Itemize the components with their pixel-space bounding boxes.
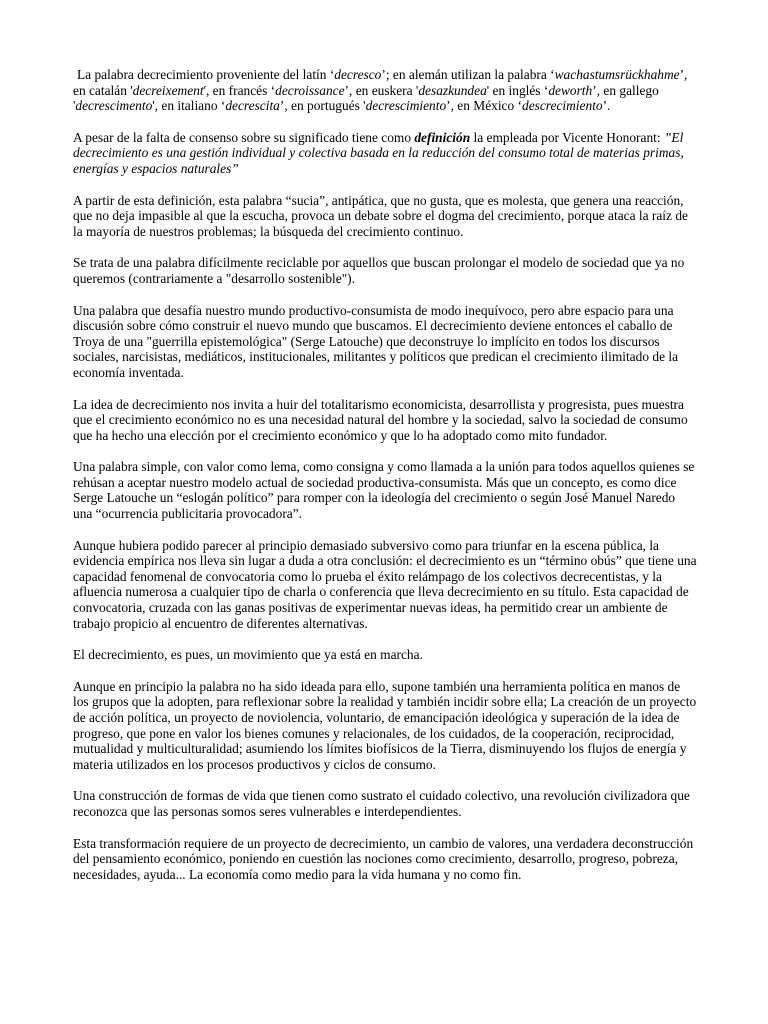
- word-italian: decrescita: [225, 98, 280, 114]
- text: ’.: [602, 98, 611, 114]
- paragraph-definition: [73, 130, 697, 177]
- word-french: decroissance: [275, 82, 345, 98]
- paragraph-3: A partir de esta definición, esta palabra “sucia”, antipática, que no gusta, que es molesta, que genera una reacción, que no deja impasible al que la escucha, provoca un debate sobre el dogma del crecimiento, porque ataca la raíz de la mayoría de nuestros problemas; la búsqueda del crecimiento continuo.: [73, 192, 688, 239]
- word-galician: decrescimento: [75, 98, 153, 114]
- paragraph-9: El decrecimiento, es pues, un movimiento que ya está en marcha.: [73, 647, 423, 663]
- text: La palabra decrecimiento proveniente del latín ‘: [77, 67, 335, 82]
- text: ’, en euskera ': [344, 82, 419, 98]
- paragraph-5: Una palabra que desafía nuestro mundo productivo-consumista de modo inequívoco, pero abre espacio para una discusión sobre cómo construir el nuevo mundo que buscamos. El decrecimiento deviene entonces el caballo de Troya de una "guerrilla epistemológica" (Serge Latouche) que deconstruye lo implícito en todos los discursos sociales, narcisistas, mediáticos, institucionales, militantes y políticos que predican el crecimiento ilimitado de la economía inventada.: [73, 302, 679, 380]
- text: ’, en México ‘: [446, 98, 522, 114]
- text: ', en italiano ‘: [152, 98, 226, 114]
- text: A pesar de la falta de consenso sobre su significado tiene como: [73, 129, 415, 145]
- word-latin: decresco: [334, 67, 382, 82]
- paragraph-8: Aunque hubiera podido parecer al principio demasiado subversivo como para triunfar en la escena pública, la evidencia empírica nos lleva sin lugar a duda a otra conclusión: el decrecimiento es un “término obús” que tiene una capacidad fenomenal de convocatoria como lo prueba el éxito relámpago de los colectivos decrecentistas, y la afluencia numerosa a cualquier tipo de charla o conferencia que lleva decrecimiento en su título. Esta capacidad de convocatoria, cruzada con las ganas positivas de experimentar nuevas ideas, ha permitido crear un ambiente de trabajo propicio al encuentro de diferentes alternativas.: [73, 537, 697, 631]
- paragraph-etymology: [73, 67, 697, 114]
- paragraph-7: Una palabra simple, con valor como lema, como consigna y como llamada a la unión para todos aquellos quienes se rehúsan a aceptar nuestro modelo actual de sociedad productiva-consumista. Más que un concepto, es como dice Serge Latouche un “eslogán político” para romper con la ideología del crecimiento o según José Manuel Naredo una “ocurrencia publicitaria provocadora”.: [73, 459, 695, 522]
- word-portuguese: decrescimiento: [365, 98, 447, 114]
- text: ’, en portugués ': [279, 98, 366, 114]
- word-german: wachastumsrückhahme: [554, 67, 680, 82]
- paragraph-10: Aunque en principio la palabra no ha sido ideada para ello, supone también una herramienta política en manos de los grupos que la adopten, para reflexionar sobre la realidad y también incidir sobre ella; La creación de un proyecto de acción política, un proyecto de noviolencia, voluntario, de emancipación ideológica y superación de la idea de progreso, que pone en valor los bienes comunes y relacionales, de los cuidados, de la cooperación, reciprocidad, mutualidad y multiculturalidad; asumiendo los límites biofísicos de la Tierra, disminuyendo los flujos de energía y materia utilizados en los procesos productivos y ciclos de consumo.: [73, 678, 697, 772]
- paragraph-6: La idea de decrecimiento nos invita a huir del totalitarismo economicista, desarrollista y progresista, pues muestra que el crecimiento económico no es una necesidad natural del hombre y la sociedad, salvo la sociedad de consumo que ha hecho una elección por el crecimiento económico y que lo ha adoptado como mito fundador.: [73, 396, 688, 443]
- paragraph-11: Una construcción de formas de vida que tienen como sustrato el cuidado colectivo, una revolución civilizadora que reconozca que las personas somos seres vulnerables e interdependientes.: [73, 788, 690, 819]
- text: ’, en gallego ': [73, 82, 659, 114]
- word-english: deworth: [548, 82, 593, 98]
- text: ’; en alemán utilizan la palabra ‘: [381, 67, 555, 82]
- definition-quote: ”El decrecimiento es una gestión individual y colectiva basada en la reducción del consumo total de materias primas, energías y espacios naturales”: [73, 129, 684, 176]
- word-mexico: descrecimiento: [522, 98, 603, 114]
- document-page: [73, 67, 697, 898]
- paragraph-12: Esta transformación requiere de un proyecto de decrecimiento, un cambio de valores, una verdadera deconstrucción del pensamiento económico, poniendo en cuestión las nociones como crecimiento, desarrollo, progreso, pobreza, necesidades, ayuda... La economía como medio para la vida humana y no como fin.: [73, 835, 694, 882]
- text: ' en inglés ‘: [486, 82, 549, 98]
- definition-keyword: definición: [414, 129, 471, 145]
- paragraph-4: Se trata de una palabra difícilmente reciclable por aquellos que buscan prolongar el modelo de sociedad que ya no queremos (contrariamente a "desarrollo sostenible").: [73, 255, 685, 286]
- text: la empleada por Vicente Honorant:: [470, 129, 664, 145]
- word-catalan: decreixement: [132, 82, 204, 98]
- word-basque: desazkundea: [418, 82, 487, 98]
- text: ’, en catalán ': [73, 67, 688, 98]
- text: ', en francés ‘: [203, 82, 276, 98]
